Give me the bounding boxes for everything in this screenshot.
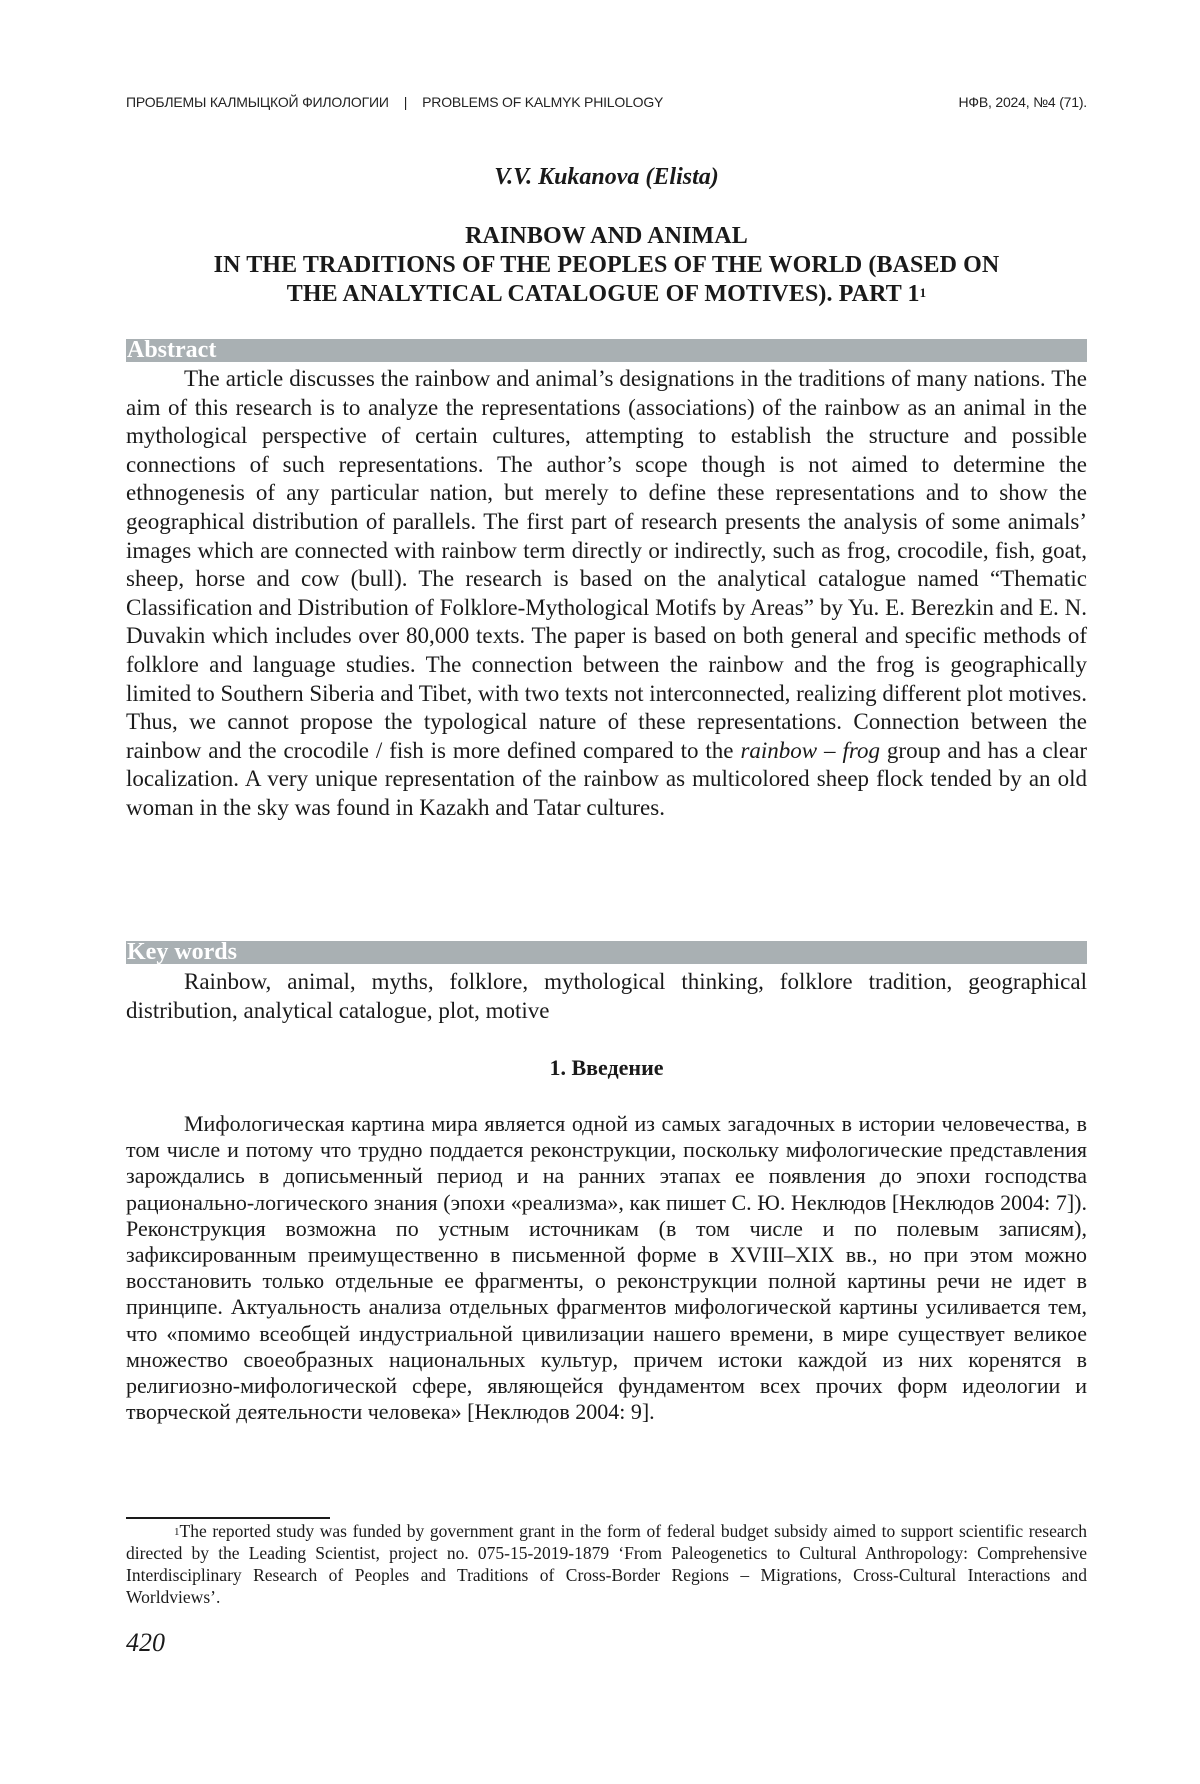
issue-info: НФВ, 2024, №4 (71).: [958, 94, 1087, 110]
journal-title-en: PROBLEMS OF KALMYK PHILOLOGY: [422, 94, 664, 110]
footnote-text: The reported study was funded by government grant in the form of federal budget subsidy aimed to support scientific research directed by the Leading Scientist, project no. 075-15-2019-1879 ‘From Paleogenetics to Cultural Anthropology: Comprehensive Interdisciplinary Research of Peoples and Traditions of Cross-Border Regions – Migrations, Cross-Cultural Interactions and Worldviews’.: [126, 1521, 1087, 1607]
running-header: [126, 94, 1087, 110]
abstract-text-part1: The article discusses the rainbow and animal’s designations in the traditions of many nations. The aim of this research is to analyze the representations (associations) of the rainbow as an animal in the mythological perspective of certain cultures, attempting to establish the structure and possible connections of such representations. The author’s scope though is not aimed to determine the ethnogenesis of any particular nation, but merely to define these representations and to show the geographical distribution of parallels. The first part of research presents the analysis of some animals’ images which are connected with rainbow term directly or indirectly, such as frog, crocodile, fish, goat, sheep, horse and cow (bull). The research is based on the analytical catalogue named “Thematic Classification and Distribution of Folklore-Mythological Motifs by Areas” by Yu. E. Berezkin and E. N. Duvakin which includes over 80,000 texts. The paper is based on both general and specific methods of folklore and language studies. The connection between the rainbow and the frog is geographically limited to Southern Siberia and Tibet, with two texts not interconnected, realizing different plot motives. Thus, we cannot propose the typological nature of these representations. Connection between the rainbow and the crocodile / fish is more defined compared to the: [126, 366, 1087, 763]
title-line-1: RAINBOW AND ANIMAL: [465, 223, 748, 249]
keywords-text: Rainbow, animal, myths, folklore, mythological thinking, folklore tradition, geographical distribution, analytical catalogue, plot, motive: [126, 969, 1087, 1023]
title-footnote-mark: 1: [919, 285, 927, 300]
header-separator: |: [403, 94, 408, 110]
journal-page: [126, 0, 1087, 1784]
author-line: V.V. Kukanova (Elista): [494, 164, 719, 190]
page-number: 420: [126, 1628, 165, 1657]
footnote-rule: [126, 1517, 330, 1519]
title-line-3-text: THE ANALYTICAL CATALOGUE OF MOTIVES). PART 1: [286, 281, 920, 307]
journal-title-ru: ПРОБЛЕМЫ КАЛМЫЦКОЙ ФИЛОЛОГИИ: [126, 94, 389, 110]
body-paragraph: Мифологическая картина мира является одной из самых загадочных в истории человечества, в том числе и потому что трудно поддается реконструкции, поскольку мифологические представления зарождались в дописьменный период и на ранних этапах ее появления до эпохи господства рационально-логического знания (эпохи «реализма», как пишет С. Ю. Неклюдов [Неклюдов 2004: 7]). Реконструкция возможна по устным источникам (в том числе и по полевым записям), зафиксированным преимущественно в письменной форме в XVIII–XIX вв., но при этом можно восстановить только отдельные ее фрагменты, о реконструкции полной картины речи не идет в принципе. Актуальность анализа отдельных фрагментов мифологической картины усиливается тем, что «помимо всеобщей индустриальной цивилизации нашего времени, в мире существует великое множество своеобразных национальных культур, причем истоки каждой из них коренятся в религиозно-мифологической сфере, являющейся фундаментом всех прочих форм идеологии и творческой деятельности человека» [Неклюдов 2004: 9].: [126, 1111, 1087, 1425]
section-heading: 1. Введение: [549, 1055, 664, 1080]
footnote-mark: 1: [174, 1526, 180, 1538]
article-title: [126, 222, 1087, 309]
abstract-text: [126, 365, 1087, 823]
footnote: [126, 1520, 1087, 1608]
abstract-text-part2: group and has a clear localization. A very unique representation of the rainbow as multicolored sheep flock tended by an old woman in the sky was found in Kazakh and Tatar cultures.: [126, 737, 1088, 820]
title-line-2: IN THE TRADITIONS OF THE PEOPLES OF THE WORLD (BASED ON: [213, 252, 1000, 278]
abstract-text-italic: rainbow – frog: [740, 737, 880, 763]
title-line-3: [126, 280, 1087, 309]
keywords-heading: Key words: [126, 941, 1087, 964]
abstract-heading: Abstract: [126, 339, 1087, 362]
